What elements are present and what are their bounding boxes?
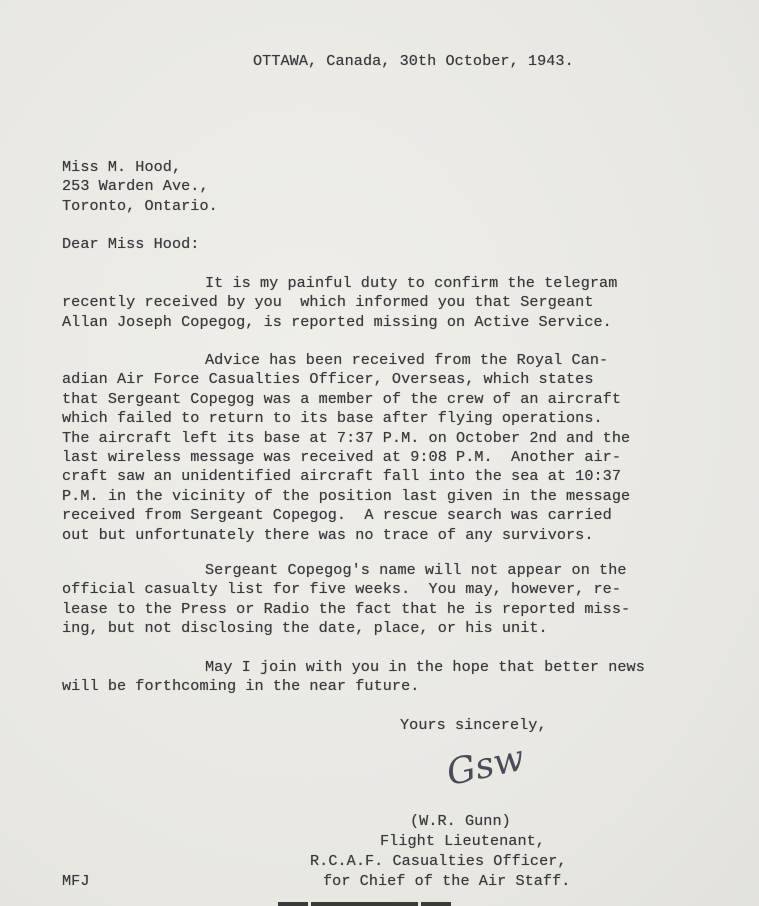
salutation: Dear Miss Hood: [62, 235, 200, 253]
closing: Yours sincerely, [400, 716, 547, 734]
address-line: Miss M. Hood, [62, 158, 182, 176]
paragraph-confirmation [62, 274, 617, 332]
text-line: May I join with you in the hope that better news [205, 658, 645, 676]
recipient-address [62, 158, 218, 216]
text-line: It is my painful duty to confirm the telegram [205, 274, 618, 292]
text-line: Allan Joseph Copegog, is reported missing on Active Service. [62, 312, 612, 331]
address-line: 253 Warden Ave., [62, 177, 209, 196]
signatory-rank: Flight Lieutenant, [380, 832, 545, 850]
signatory-office: R.C.A.F. Casualties Officer, [310, 852, 567, 870]
text-line: official casualty list for five weeks. You may, however, re- [62, 580, 622, 599]
text-line: received from Sergeant Copegog. A rescue search was carried [62, 506, 612, 525]
text-line: which failed to return to its base after flying operations. [62, 409, 603, 428]
text-line: adian Air Force Casualties Officer, Overseas, which states [62, 370, 594, 389]
handwritten-signature: Gsw [443, 737, 528, 795]
address-line: Toronto, Ontario. [62, 196, 218, 215]
reference-initials: MFJ [62, 872, 90, 890]
text-line: The aircraft left its base at 7:37 P.M. on October 2nd and the [62, 428, 631, 447]
text-line: out but unfortunately there was no trace of any survivors. [62, 525, 594, 544]
text-line: Sergeant Copegog's name will not appear on the [205, 561, 627, 579]
text-line: craft saw an unidentified aircraft fall into the sea at 10:37 [62, 467, 622, 486]
text-line: P.M. in the vicinity of the position last given in the message [62, 486, 631, 505]
text-line: last wireless message was received at 9:08 P.M. Another air- [62, 448, 622, 467]
scan-edge-mark [278, 902, 308, 906]
date-line: OTTAWA, Canada, 30th October, 1943. [253, 52, 574, 70]
paragraph-hope [62, 658, 645, 697]
text-line: ing, but not disclosing the date, place, or his unit. [62, 619, 548, 638]
text-line: lease to the Press or Radio the fact that he is reported miss- [62, 599, 631, 618]
text-line: will be forthcoming in the near future. [62, 677, 420, 696]
paragraph-details [62, 351, 630, 545]
signatory-name: (W.R. Gunn) [410, 812, 511, 830]
scan-edge-mark [421, 902, 451, 906]
text-line: recently received by you which informed you that Sergeant [62, 293, 594, 312]
scan-edge-mark [311, 902, 418, 906]
paragraph-casualty-list [62, 561, 630, 639]
text-line: that Sergeant Copegog was a member of the crew of an aircraft [62, 389, 622, 408]
text-line: Advice has been received from the Royal Can- [205, 351, 609, 369]
signatory-for: for Chief of the Air Staff. [323, 872, 571, 890]
